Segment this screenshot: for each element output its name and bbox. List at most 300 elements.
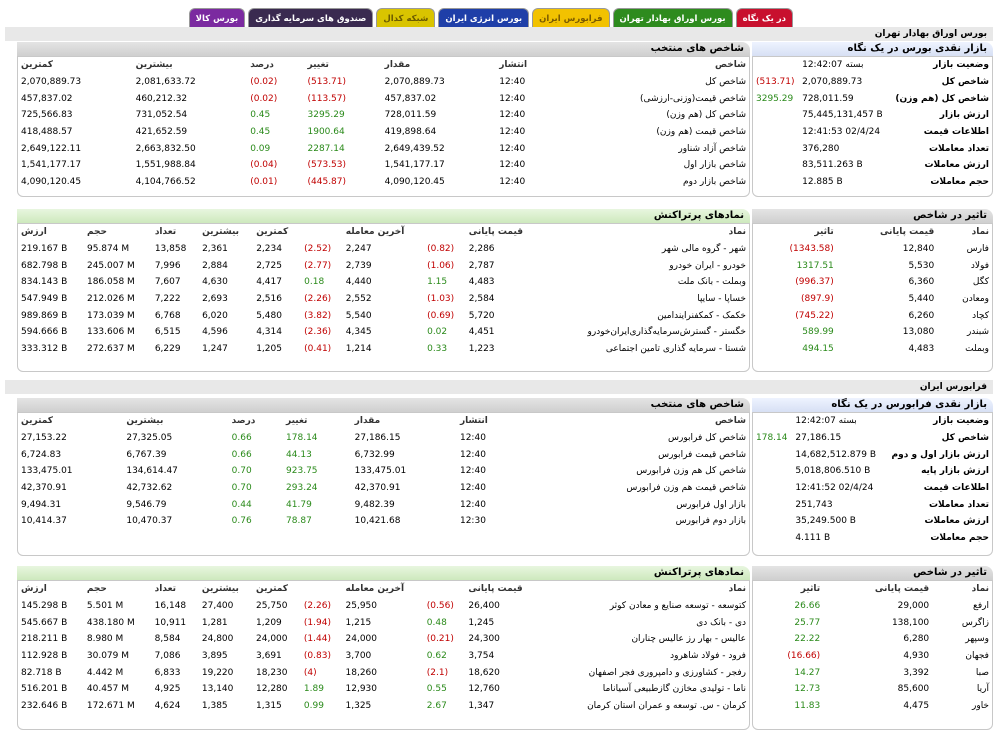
active-header: کمترین: [256, 584, 289, 595]
indices-row[interactable]: [18, 480, 749, 497]
indices-cell: 12:40: [459, 449, 486, 460]
active-cell: 2,234: [256, 244, 282, 255]
glance-label: ارزش بازار پایه: [921, 466, 989, 477]
indices-header: درصد: [250, 60, 274, 71]
tse-impact-title: تاثیر در شاخص: [752, 209, 993, 223]
indices-row[interactable]: [18, 496, 749, 513]
impact-header-row: [753, 581, 992, 598]
active-cell: 212.026 M: [86, 294, 135, 305]
indices-cell: 10,414.37: [21, 516, 67, 527]
indices-row[interactable]: [18, 463, 749, 480]
impact-row[interactable]: [753, 664, 992, 681]
glance-value: 83,511.263 B: [802, 160, 863, 171]
active-cell: (0.83): [303, 651, 331, 662]
ifb-indices-title: شاخص های منتخب: [17, 398, 750, 412]
glance-change: [753, 57, 799, 74]
glance-change: [753, 446, 792, 463]
active-row[interactable]: [18, 631, 749, 648]
active-cell: (2.36): [304, 327, 332, 338]
active-cell: (2.26): [304, 294, 332, 305]
impact-row[interactable]: [753, 274, 992, 291]
active-cell: 1,205: [256, 344, 282, 355]
glance-change: [753, 530, 792, 547]
impact-value: 14.27: [794, 667, 821, 678]
tab-5[interactable]: صندوق های سرمایه گذاری: [248, 8, 373, 28]
indices-row[interactable]: [18, 157, 749, 174]
active-cell: 25,750: [256, 601, 288, 612]
active-cell: 1,347: [468, 701, 495, 712]
indices-cell: 27,153.22: [21, 433, 67, 444]
active-cell: 82.718 B: [21, 667, 62, 678]
active-cell: 2,787: [468, 260, 495, 271]
indices-cell: 4,104,766.52: [135, 177, 196, 188]
active-cell: 18,260: [345, 667, 378, 678]
indices-header: درصد: [231, 416, 256, 427]
indices-header: شاخص: [715, 60, 746, 71]
glance-value: 14,682,512.879 B: [795, 449, 876, 460]
ifb-glance-panel: [752, 412, 993, 556]
indices-header: شاخص: [715, 416, 746, 427]
impact-row[interactable]: [753, 324, 992, 341]
indices-cell[interactable]: شاخص کل (هم وزن): [666, 110, 746, 121]
active-cell: (2.1): [426, 667, 449, 678]
impact-symbol[interactable]: خاور: [972, 701, 989, 712]
indices-cell: 418,488.57: [21, 127, 73, 138]
active-row[interactable]: [18, 681, 749, 698]
indices-cell: 6,724.83: [21, 449, 62, 460]
impact-value: (745.22): [795, 310, 834, 321]
active-cell: 2,361: [202, 244, 228, 255]
indices-header: مقدار: [384, 60, 411, 71]
indices-cell: 42,370.91: [354, 483, 401, 494]
active-symbol[interactable]: خکمک - کمکفنرایندامین: [657, 310, 746, 321]
tab-2[interactable]: فرابورس ایران: [532, 8, 609, 28]
indices-header: بیشترین: [126, 416, 164, 427]
indices-cell[interactable]: شاخص قیمت(وزنی-ارزشی): [640, 93, 746, 104]
active-cell: (0.69): [427, 310, 455, 321]
active-header: نماد: [728, 584, 746, 595]
active-cell: 3,754: [468, 651, 495, 662]
indices-cell: (0.04): [250, 160, 278, 171]
active-cell: 24,300: [468, 634, 500, 645]
active-cell: 219.167 B: [21, 244, 68, 255]
indices-cell: 12:40: [499, 110, 526, 121]
glance-label: شاخص کل (هم وزن): [895, 93, 989, 104]
glance-change: [753, 157, 799, 174]
indices-cell: 133,475.01: [21, 466, 73, 477]
active-cell: (2.77): [304, 260, 332, 271]
indices-cell: 27,186.15: [354, 433, 401, 444]
impact-price: 5,440: [908, 294, 935, 305]
active-cell: 6,833: [154, 667, 181, 678]
active-header-row: [18, 581, 749, 598]
impact-symbol[interactable]: کگل: [972, 277, 989, 288]
glance-label: ارزش بازار: [939, 110, 989, 121]
glance-change: 3295.29: [756, 93, 794, 104]
ifb-impact-panel: [752, 580, 993, 730]
indices-row[interactable]: [18, 446, 749, 463]
impact-row[interactable]: [753, 598, 992, 615]
active-row[interactable]: [18, 614, 749, 631]
tab-4[interactable]: شبکه کدال: [376, 8, 435, 28]
indices-header: مقدار: [354, 416, 381, 427]
indices-cell: 457,837.02: [384, 93, 437, 104]
ifb-active-panel: [17, 580, 750, 730]
glance-value: بسته 12:42:07: [802, 60, 864, 71]
impact-symbol[interactable]: وسپهر: [965, 634, 989, 645]
active-symbol[interactable]: خساپا - سایپا: [697, 294, 746, 305]
active-cell: 145.298 B: [21, 601, 68, 612]
active-cell: 1,215: [345, 617, 372, 628]
active-cell: 272.637 M: [86, 344, 135, 355]
impact-price: 6,260: [908, 310, 935, 321]
indices-cell[interactable]: شاخص کل: [705, 77, 746, 88]
active-symbol[interactable]: شهر - گروه مالی شهر: [661, 244, 746, 255]
active-cell: (0.41): [304, 344, 332, 355]
glance-label: وضعیت بازار: [933, 60, 989, 71]
active-header: آخرین معامله: [345, 227, 405, 238]
glance-label: ارزش معاملات: [924, 516, 989, 527]
active-symbol[interactable]: ناما - تولیدی مخازن گازطبیعی آسیاناما: [602, 684, 746, 695]
indices-cell: 0.44: [231, 499, 252, 510]
active-cell: 0.99: [303, 701, 324, 712]
active-cell: 4,440: [345, 277, 372, 288]
active-symbol[interactable]: وبملت - بانک ملت: [677, 277, 746, 288]
indices-row[interactable]: [18, 124, 749, 141]
impact-value: 494.15: [802, 344, 834, 355]
indices-cell: 12:40: [499, 177, 526, 188]
indices-row[interactable]: [18, 513, 749, 530]
impact-symbol[interactable]: فارس: [966, 244, 989, 255]
glance-row: [753, 57, 992, 74]
indices-cell[interactable]: شاخص بازار دوم: [683, 177, 746, 188]
active-symbol[interactable]: کتوسعه - توسعه صنایع و معادن کوثر: [609, 601, 746, 612]
ifb-glance-title: بازار نقدی فرابورس در یک نگاه: [752, 398, 993, 412]
impact-row[interactable]: [753, 241, 992, 258]
impact-symbol[interactable]: ارفع: [973, 601, 989, 612]
tab-3[interactable]: بورس انرژی ایران: [438, 8, 529, 28]
impact-symbol[interactable]: زاگرس: [961, 617, 989, 628]
indices-cell[interactable]: شاخص کل فرابورس: [668, 433, 746, 444]
active-row[interactable]: [18, 341, 749, 358]
active-cell: (2.52): [304, 244, 332, 255]
active-header: کمترین: [256, 227, 289, 238]
indices-header: تغییر: [307, 60, 329, 71]
active-cell: (2.26): [303, 601, 331, 612]
active-cell: 12,930: [345, 684, 378, 695]
active-row[interactable]: [18, 307, 749, 324]
active-cell: 30.079 M: [86, 651, 129, 662]
indices-row[interactable]: [18, 430, 749, 447]
active-symbol[interactable]: شستا - سرمایه گذاری تامین اجتماعی: [605, 344, 746, 355]
indices-cell: 12:40: [459, 483, 486, 494]
glance-change: [753, 174, 799, 191]
indices-row[interactable]: [18, 74, 749, 91]
indices-cell: (573.53): [307, 160, 347, 171]
glance-value: 251,743: [795, 499, 833, 510]
active-cell: 6,515: [154, 327, 181, 338]
active-cell: 24,000: [256, 634, 288, 645]
glance-change: [753, 413, 792, 430]
indices-cell: 293.24: [286, 483, 318, 494]
active-row[interactable]: [18, 291, 749, 308]
indices-cell: 12:40: [499, 77, 526, 88]
indices-cell: 9,494.31: [21, 499, 62, 510]
active-cell: 1.15: [427, 277, 448, 288]
impact-row[interactable]: [753, 291, 992, 308]
active-cell: 13,140: [201, 684, 234, 695]
active-cell: 6,229: [154, 344, 181, 355]
impact-row[interactable]: [753, 648, 992, 665]
active-cell: (1.03): [427, 294, 455, 305]
indices-cell: 1,541,177.17: [384, 160, 445, 171]
active-header: بیشترین: [202, 227, 240, 238]
indices-cell[interactable]: شاخص قیمت هم وزن فرابورس: [626, 483, 746, 494]
tab-6[interactable]: بورس کالا: [189, 8, 246, 28]
indices-header: انتشار: [499, 60, 528, 71]
active-symbol[interactable]: رفجر - کشاورزی و دامپروری فجر اصفهان: [588, 667, 746, 678]
active-cell: (1.94): [303, 617, 331, 628]
active-cell: 10,911: [154, 617, 187, 628]
indices-cell: 1,541,177.17: [21, 160, 82, 171]
indices-cell: 27,325.05: [126, 433, 173, 444]
active-row[interactable]: [18, 241, 749, 258]
indices-cell[interactable]: بازار اول فرابورس: [676, 499, 746, 510]
glance-label: تعداد معاملات: [929, 143, 989, 154]
impact-symbol[interactable]: آریا: [976, 684, 989, 695]
indices-cell: 2,663,832.50: [135, 143, 196, 154]
active-cell: 438.180 M: [86, 617, 135, 628]
indices-cell[interactable]: شاخص قیمت (هم وزن): [656, 127, 746, 138]
active-cell: 516.201 B: [21, 684, 68, 695]
indices-cell: 725,566.83: [21, 110, 73, 121]
active-cell: 4,624: [154, 701, 181, 712]
impact-symbol[interactable]: صبا: [975, 667, 989, 678]
active-cell: 1,245: [468, 617, 495, 628]
active-cell: (3.82): [304, 310, 332, 321]
impact-symbol[interactable]: ومعادن: [962, 294, 989, 305]
indices-cell[interactable]: شاخص قیمت فرابورس: [658, 449, 746, 460]
active-cell: 24,800: [201, 634, 234, 645]
glance-row: [753, 140, 992, 157]
indices-cell: 728,011.59: [384, 110, 437, 121]
indices-cell: 134,614.47: [126, 466, 178, 477]
active-cell: 5,720: [468, 310, 495, 321]
active-cell: 7,996: [154, 260, 181, 271]
indices-cell[interactable]: شاخص آزاد شناور: [678, 143, 746, 154]
indices-cell: 12:40: [499, 93, 526, 104]
active-cell: 186.058 M: [86, 277, 135, 288]
glance-row: [753, 513, 992, 530]
active-cell: 18,620: [468, 667, 500, 678]
active-cell: 5,540: [345, 310, 372, 321]
impact-value: 1317.51: [796, 260, 834, 271]
glance-value: 4.111 B: [795, 533, 831, 544]
indices-cell: 1,551,988.84: [135, 160, 196, 171]
active-cell: 8,584: [154, 634, 181, 645]
tse-active-title: نمادهای پرتراکنش: [17, 209, 750, 223]
tse-glance-title: بازار نقدی بورس در یک نگاه: [752, 42, 993, 56]
impact-symbol[interactable]: شبندر: [966, 327, 989, 338]
glance-label: ارزش بازار اول و دوم: [891, 449, 989, 460]
active-cell: 1,209: [256, 617, 282, 628]
indices-cell: 10,421.68: [354, 516, 401, 527]
impact-symbol[interactable]: وبملت: [965, 344, 989, 355]
glance-change: 178.14: [756, 433, 788, 444]
active-cell: 16,148: [154, 601, 187, 612]
impact-symbol[interactable]: فجهان: [965, 651, 989, 662]
tse-active-panel: [17, 223, 750, 372]
active-symbol[interactable]: فرود - فولاد شاهرود: [670, 651, 746, 662]
glance-value: 728,011.59: [802, 93, 854, 104]
glance-row: [753, 157, 992, 174]
indices-row[interactable]: [18, 140, 749, 157]
active-row[interactable]: [18, 257, 749, 274]
impact-price: 6,280: [903, 634, 930, 645]
indices-cell: (445.87): [307, 177, 347, 188]
indices-row[interactable]: [18, 174, 749, 191]
active-cell: 682.798 B: [21, 260, 68, 271]
indices-cell: 0.45: [250, 110, 271, 121]
indices-cell: 460,212.32: [135, 93, 188, 104]
active-cell: 4,417: [256, 277, 282, 288]
ifb-impact-title: تاثیر در شاخص: [752, 566, 993, 580]
indices-cell: 44.13: [286, 449, 312, 460]
glance-row: [753, 124, 992, 141]
glance-value: 2,070,889.73: [802, 77, 863, 88]
active-cell: 12,760: [468, 684, 500, 695]
glance-row: [753, 496, 992, 513]
active-header: تعداد: [154, 227, 177, 238]
impact-value: 25.77: [794, 617, 821, 628]
active-row[interactable]: [18, 274, 749, 291]
impact-price: 85,600: [897, 684, 930, 695]
active-row[interactable]: [18, 598, 749, 615]
indices-cell: (0.02): [250, 77, 278, 88]
active-cell: 40.457 M: [86, 684, 129, 695]
active-row[interactable]: [18, 324, 749, 341]
active-cell: 95.874 M: [86, 244, 130, 255]
impact-value: (996.37): [795, 277, 834, 288]
active-cell: 2,516: [256, 294, 282, 305]
impact-row[interactable]: [753, 681, 992, 698]
indices-cell: 2287.14: [307, 143, 345, 154]
indices-header: کمترین: [21, 60, 54, 71]
active-cell: 1,315: [256, 701, 282, 712]
active-symbol[interactable]: عالیس - بهار رز عالیس چناران: [631, 634, 746, 645]
active-cell: 4,925: [154, 684, 181, 695]
glance-change: [753, 463, 792, 480]
impact-header-row: [753, 224, 992, 241]
impact-row[interactable]: [753, 698, 992, 715]
indices-cell: (0.02): [250, 93, 278, 104]
impact-header: نماد: [971, 584, 989, 595]
active-cell: (1.44): [303, 634, 331, 645]
indices-header-row: [18, 413, 749, 430]
indices-cell: 731,052.54: [135, 110, 188, 121]
active-symbol[interactable]: کرمان - س. توسعه و عمران استان کرمان: [587, 701, 746, 712]
active-row[interactable]: [18, 664, 749, 681]
active-header: [301, 224, 343, 241]
active-header: حجم: [86, 227, 107, 238]
indices-cell: 0.76: [231, 516, 252, 527]
glance-change: [753, 513, 792, 530]
indices-cell: 12:40: [499, 143, 526, 154]
impact-row[interactable]: [753, 614, 992, 631]
active-cell: 4,630: [202, 277, 228, 288]
active-symbol[interactable]: خگستر - گسترش‌سرمایه‌گذاری‌ایران‌خودرو: [587, 327, 746, 338]
impact-value: 22.22: [794, 634, 821, 645]
indices-cell: 9,482.39: [354, 499, 395, 510]
indices-header: انتشار: [459, 416, 488, 427]
active-cell: (0.82): [427, 244, 455, 255]
indices-header: تغییر: [286, 416, 308, 427]
impact-row[interactable]: [753, 341, 992, 358]
impact-row[interactable]: [753, 257, 992, 274]
indices-cell: 178.14: [286, 433, 318, 444]
glance-label: شاخص کل: [941, 77, 989, 88]
indices-cell: 4,090,120.45: [21, 177, 82, 188]
glance-label: اطلاعات قیمت: [923, 127, 989, 138]
indices-cell[interactable]: بازار دوم فرابورس: [675, 516, 746, 527]
active-cell: 4,314: [256, 327, 282, 338]
indices-cell: 0.45: [250, 127, 271, 138]
active-cell: 1,385: [201, 701, 228, 712]
glance-value: 5,018,806.510 B: [795, 466, 871, 477]
active-cell: 1,325: [345, 701, 372, 712]
active-cell: 0.48: [426, 617, 447, 628]
impact-row[interactable]: [753, 631, 992, 648]
active-cell: 172.671 M: [86, 701, 135, 712]
active-cell: 1,223: [468, 344, 495, 355]
active-cell: 25,950: [345, 601, 378, 612]
impact-price: 5,530: [908, 260, 935, 271]
indices-row[interactable]: [18, 107, 749, 124]
indices-row[interactable]: [18, 90, 749, 107]
active-symbol[interactable]: خودرو - ایران خودرو: [669, 260, 746, 271]
indices-cell[interactable]: شاخص بازار اول: [683, 160, 746, 171]
indices-cell[interactable]: شاخص کل هم وزن فرابورس: [636, 466, 746, 477]
active-cell: 0.02: [427, 327, 448, 338]
active-cell: 12,280: [256, 684, 288, 695]
glance-change: [753, 140, 799, 157]
tse-indices-title: شاخص های منتخب: [17, 42, 750, 56]
active-cell: 232.646 B: [21, 701, 68, 712]
active-cell: 2,884: [202, 260, 228, 271]
active-cell: 2,739: [345, 260, 372, 271]
active-symbol[interactable]: دی - بانک دی: [696, 617, 746, 628]
active-header: قیمت پایانی: [468, 584, 523, 595]
active-cell: 173.039 M: [86, 310, 135, 321]
glance-label: اطلاعات قیمت: [923, 483, 989, 494]
glance-row: [753, 174, 992, 191]
impact-symbol[interactable]: فولاد: [970, 260, 989, 271]
active-cell: (0.21): [426, 634, 454, 645]
glance-row: [753, 107, 992, 124]
impact-symbol[interactable]: کچاد: [972, 310, 989, 321]
active-row[interactable]: [18, 698, 749, 715]
impact-row[interactable]: [753, 307, 992, 324]
tse-section-title: بورس اوراق بهادار تهران: [5, 27, 993, 41]
tab-0[interactable]: در یک نگاه: [736, 8, 793, 28]
tab-1[interactable]: بورس اوراق بهادار تهران: [613, 8, 733, 28]
glance-row: [753, 430, 992, 447]
active-cell: 1,214: [345, 344, 372, 355]
indices-cell: 457,837.02: [21, 93, 73, 104]
indices-cell: 42,370.91: [21, 483, 67, 494]
active-row[interactable]: [18, 648, 749, 665]
indices-cell: 6,732.99: [354, 449, 395, 460]
